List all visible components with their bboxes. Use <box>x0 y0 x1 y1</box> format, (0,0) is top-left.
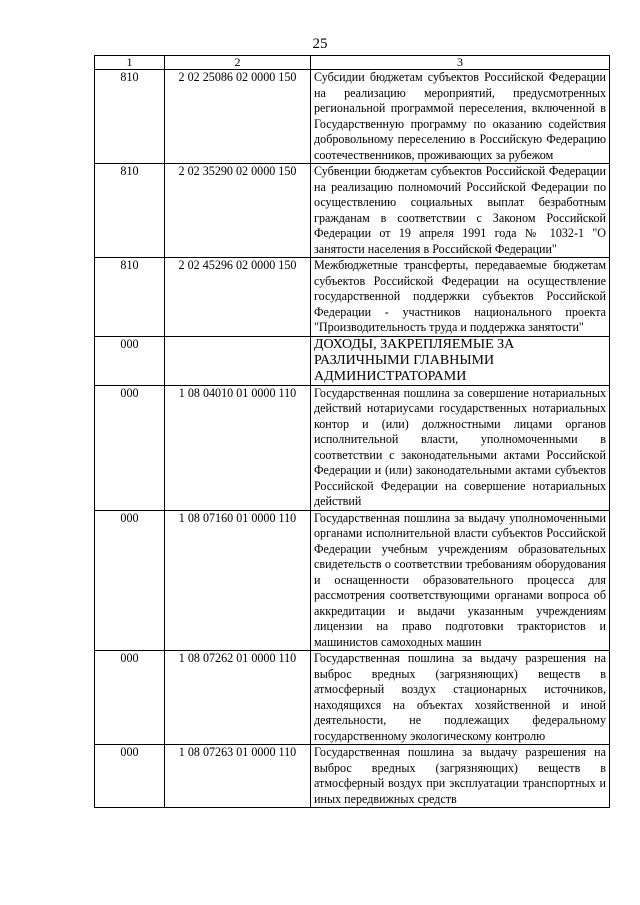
revenue-code-cell: 2 02 35290 02 0000 150 <box>165 164 311 258</box>
revenue-name-cell: Государственная пошлина за выдачу разрешения на выброс вредных (загрязняющих) веществ в атмосферный воздух при эксплуатации транспортных и иных передвижных средств <box>311 745 610 808</box>
column-header-2: 2 <box>165 56 311 70</box>
admin-code-cell: 810 <box>95 164 165 258</box>
table-section-row <box>95 336 610 385</box>
revenue-code-cell: 2 02 45296 02 0000 150 <box>165 258 311 337</box>
revenue-name-cell: Государственная пошлина за совершение нотариальных действий нотариусами государственных нотариальных контор и (или) должностными лицами органов исполнительной власти, уполномоченными в соответствии с законодательными актами Российской Федерации и (или) законодательными актами субъектов Российской Федерации на совершение нотариальных действий <box>311 385 610 510</box>
revenue-code-cell: 1 08 04010 01 0000 110 <box>165 385 311 510</box>
table-row <box>95 70 610 164</box>
revenue-name-cell: Государственная пошлина за выдачу уполномоченными органами исполнительной власти субъектов Российской Федерации учебным учреждениям образовательных свидетельств о соответствии требованиям оборудования и оснащенности образовательного процесса для рассмотрения соответствующими органами вопроса об аккредитации и выдачи указанным учреждениям лицензии на право подготовки трактористов и машинистов самоходных машин <box>311 510 610 651</box>
admin-code-cell: 000 <box>95 651 165 745</box>
page-number: 25 <box>312 36 328 52</box>
table-row <box>95 258 610 337</box>
admin-code-cell: 810 <box>95 258 165 337</box>
table-row <box>95 385 610 510</box>
admin-code-cell: 810 <box>95 70 165 164</box>
revenue-name-cell: Субсидии бюджетам субъектов Российской Федерации на реализацию мероприятий, предусмотренных региональной программой переселения, включенной в Государственную программу по оказанию содействия добровольному переселению в Российскую Федерацию соотечественников, проживающих за рубежом <box>311 70 610 164</box>
admin-code-cell: 000 <box>95 385 165 510</box>
section-heading-cell: ДОХОДЫ, ЗАКРЕПЛЯЕМЫЕ ЗА РАЗЛИЧНЫМИ ГЛАВНЫМИ АДМИНИСТРАТОРАМИ <box>311 336 610 385</box>
revenue-code-cell: 1 08 07262 01 0000 110 <box>165 651 311 745</box>
table-row <box>95 745 610 808</box>
table-header-row <box>95 56 610 70</box>
admin-code-cell: 000 <box>95 510 165 651</box>
table-row <box>95 510 610 651</box>
admin-code-cell: 000 <box>95 336 165 385</box>
revenue-code-cell: 2 02 25086 02 0000 150 <box>165 70 311 164</box>
admin-code-cell: 000 <box>95 745 165 808</box>
revenue-code-cell <box>165 336 311 385</box>
revenue-code-cell: 1 08 07263 01 0000 110 <box>165 745 311 808</box>
revenue-name-cell: Межбюджетные трансферты, передаваемые бюджетам субъектов Российской Федерации на осуществление государственной поддержки субъектов Российской Федерации - участников национального проекта "Производительность труда и поддержка занятости" <box>311 258 610 337</box>
revenue-name-cell: Государственная пошлина за выдачу разрешения на выброс вредных (загрязняющих) веществ в атмосферный воздух стационарных источников, находящихся на объектах хозяйственной и иной деятельности, не подлежащих федеральному государственному экологическому контролю <box>311 651 610 745</box>
column-header-3: 3 <box>311 56 610 70</box>
column-header-1: 1 <box>95 56 165 70</box>
revenue-name-cell: Субвенции бюджетам субъектов Российской Федерации на реализацию полномочий Российской Федерации по осуществлению социальных выплат безработным гражданам в соответствии с Законом Российской Федерации от 19 апреля 1991 года № 1032-1 "О занятости населения в Российской Федерации" <box>311 164 610 258</box>
table-row <box>95 164 610 258</box>
table-row <box>95 651 610 745</box>
revenue-code-cell: 1 08 07160 01 0000 110 <box>165 510 311 651</box>
revenue-code-table <box>94 55 610 808</box>
